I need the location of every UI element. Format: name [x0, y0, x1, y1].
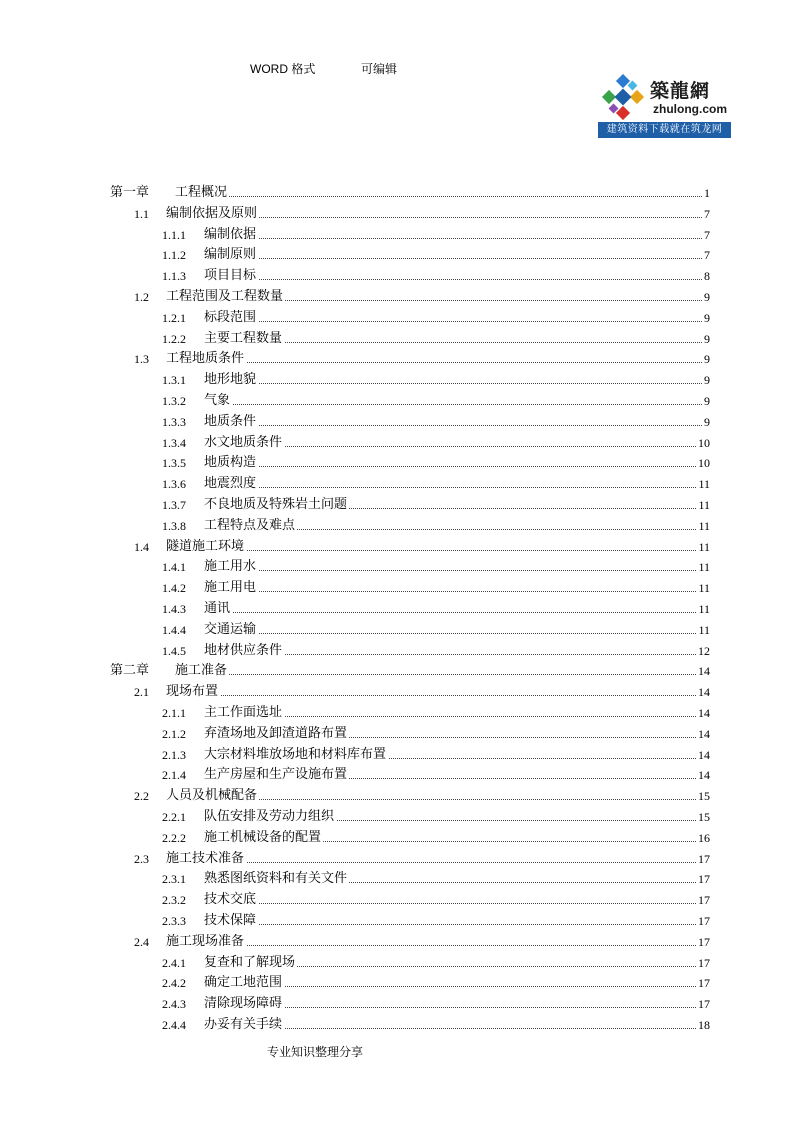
toc-entry-number: 2.1.1	[162, 706, 186, 720]
toc-entry-title: 地质条件	[204, 413, 257, 429]
toc-entry[interactable]	[0, 783, 710, 803]
toc-leader-dots	[166, 550, 710, 551]
toc-leader-dots	[204, 238, 710, 239]
toc-entry-page: 17	[698, 893, 710, 908]
toc-entry-page: 14	[698, 706, 710, 720]
toc-entry-page: 9	[704, 414, 710, 429]
toc-entry-title: 通讯	[204, 601, 231, 616]
toc-entry-number: 1.4.3	[162, 602, 186, 616]
toc-entry-page: 11	[698, 518, 710, 533]
toc-entry-number: 1.3.8	[162, 518, 186, 533]
toc-entry-page: 11	[698, 539, 710, 554]
toc-entry-number: 1.2.1	[162, 310, 186, 325]
toc-entry-title: 技术保障	[204, 913, 257, 928]
toc-entry-title: 水文地质条件	[204, 434, 283, 450]
toc-entry[interactable]	[0, 762, 710, 782]
toc-entry-page: 14	[698, 768, 710, 783]
toc-entry[interactable]	[0, 742, 710, 762]
toc-entry-title: 项目目标	[204, 268, 257, 284]
toc-entry-number: 2.1.2	[162, 726, 186, 741]
toc-entry[interactable]	[0, 201, 710, 221]
toc-entry[interactable]	[0, 908, 710, 928]
toc-entry-page: 11	[698, 622, 710, 637]
zhulong-logo	[598, 72, 731, 138]
toc-leader-dots	[204, 258, 710, 259]
toc-entry-number: 1.3	[134, 352, 149, 367]
toc-entry-page: 17	[698, 997, 710, 1012]
toc-entry-title: 隧道施工环境	[166, 538, 245, 554]
toc-entry-title: 人员及机械配备	[166, 788, 258, 804]
toc-entry-number: 2.4.3	[162, 997, 186, 1012]
toc-leader-dots	[204, 321, 710, 322]
toc-entry[interactable]	[0, 575, 710, 595]
toc-entry-title: 地材供应条件	[204, 642, 283, 658]
footer-text: 专业知识整理分享	[267, 1045, 364, 1059]
toc-entry-page: 9	[704, 373, 710, 388]
toc-entry-title: 复查和了解现场	[204, 954, 296, 970]
toc-entry[interactable]	[0, 700, 710, 720]
toc-entry-title: 编制依据	[204, 226, 257, 242]
toc-entry-title: 地震烈度	[204, 476, 257, 492]
logo-chinese-name: 築龍網	[650, 80, 711, 102]
toc-entry-number: 2.3.3	[162, 914, 186, 928]
toc-entry-number: 2.1	[134, 685, 149, 700]
toc-leader-dots	[204, 633, 710, 634]
toc-entry-page: 9	[704, 331, 710, 346]
toc-entry[interactable]	[0, 180, 710, 200]
toc-entry[interactable]	[0, 534, 710, 554]
toc-entry[interactable]	[0, 991, 710, 1011]
toc-leader-dots	[166, 695, 710, 696]
toc-entry[interactable]	[0, 950, 710, 970]
toc-entry[interactable]	[0, 679, 710, 699]
toc-entry-title: 施工准备	[175, 663, 228, 679]
toc-entry-number: 第一章	[110, 185, 150, 200]
toc-entry-title: 工程概况	[175, 185, 228, 200]
toc-entry[interactable]	[0, 367, 710, 387]
toc-entry[interactable]	[0, 825, 710, 845]
toc-entry-title: 清除现场障碍	[204, 996, 283, 1012]
toc-entry-number: 1.4.5	[162, 643, 186, 658]
toc-entry-number: 1.3.3	[162, 414, 186, 429]
toc-entry-number: 2.3	[134, 851, 149, 866]
toc-entry-number: 1.3.7	[162, 498, 186, 512]
toc-entry-page: 17	[698, 955, 710, 970]
toc-entry-number: 1.4.4	[162, 622, 186, 637]
toc-entry-number: 2.4	[134, 934, 149, 949]
toc-entry-page: 1	[704, 186, 710, 200]
toc-entry-title: 工程范围及工程数量	[166, 289, 284, 304]
toc-entry[interactable]	[0, 513, 710, 533]
toc-entry-page: 11	[698, 560, 710, 575]
toc-entry-title: 施工现场准备	[166, 933, 245, 949]
toc-leader-dots	[204, 612, 710, 613]
toc-entry-page: 11	[698, 581, 710, 596]
toc-entry-page: 16	[698, 830, 710, 845]
toc-entry-page: 15	[698, 810, 710, 824]
toc-entry-page: 17	[698, 976, 710, 991]
toc-entry-title: 确定工地范围	[204, 975, 283, 991]
toc-entry-page: 14	[698, 685, 710, 700]
toc-entry-number: 2.4.2	[162, 976, 186, 991]
toc-entry-number: 1.1.3	[162, 269, 186, 284]
toc-leader-dots	[175, 196, 710, 197]
toc-entry-number: 2.2.1	[162, 810, 186, 824]
toc-entry[interactable]	[0, 970, 710, 990]
toc-entry-title: 编制依据及原则	[166, 205, 258, 221]
toc-entry-page: 9	[704, 290, 710, 304]
header-word-format: WORD 格式	[250, 62, 316, 76]
toc-entry-title: 不良地质及特殊岩土问题	[204, 497, 348, 512]
toc-entry-number: 2.4.4	[162, 1018, 186, 1032]
toc-entry-number: 2.1.4	[162, 768, 186, 783]
toc-entry[interactable]	[0, 596, 710, 616]
logo-slogan: 建筑资料下载就在筑龙网	[598, 122, 731, 138]
toc-entry-number: 1.4.2	[162, 581, 186, 596]
toc-entry-title: 大宗材料堆放场地和材料库布置	[204, 746, 387, 762]
toc-leader-dots	[175, 674, 710, 675]
toc-entry-page: 17	[698, 914, 710, 928]
toc-entry[interactable]	[0, 554, 710, 574]
toc-entry-page: 14	[698, 747, 710, 762]
toc-entry-title: 交通运输	[204, 621, 257, 637]
toc-entry[interactable]	[0, 388, 710, 408]
toc-entry-title: 生产房屋和生产设施布置	[204, 767, 348, 783]
toc-entry-number: 第二章	[110, 663, 150, 679]
toc-entry-number: 1.3.6	[162, 477, 186, 492]
toc-entry-number: 2.1.3	[162, 747, 186, 762]
toc-entry-number: 1.1.2	[162, 248, 186, 263]
toc-leader-dots	[204, 591, 710, 592]
toc-entry-page: 7	[704, 227, 710, 242]
toc-leader-dots	[204, 383, 710, 384]
toc-entry-page: 11	[698, 477, 710, 492]
toc-entry-number: 1.3.2	[162, 394, 186, 408]
toc-entry[interactable]	[0, 430, 710, 450]
toc-entry-title: 办妥有关手续	[204, 1017, 283, 1032]
toc-entry[interactable]	[0, 617, 710, 637]
toc-entry[interactable]	[0, 1012, 710, 1032]
toc-entry-page: 10	[698, 456, 710, 471]
toc-entry[interactable]	[0, 638, 710, 658]
toc-entry[interactable]	[0, 409, 710, 429]
toc-entry-title: 主工作面选址	[204, 705, 283, 720]
toc-entry[interactable]	[0, 658, 710, 678]
toc-entry-page: 15	[698, 789, 710, 804]
toc-leader-dots	[204, 924, 710, 925]
toc-entry[interactable]	[0, 492, 710, 512]
toc-leader-dots	[166, 945, 710, 946]
toc-entry[interactable]	[0, 346, 710, 366]
toc-entry-number: 1.3.1	[162, 373, 186, 388]
toc-entry-page: 17	[698, 872, 710, 887]
toc-entry-page: 14	[698, 726, 710, 741]
toc-entry-page: 8	[704, 269, 710, 284]
toc-entry[interactable]	[0, 866, 710, 886]
toc-entry-title: 队伍安排及劳动力组织	[204, 809, 335, 824]
toc-entry[interactable]	[0, 471, 710, 491]
toc-entry-title: 标段范围	[204, 309, 257, 325]
toc-entry-title: 气象	[204, 393, 231, 408]
toc-entry-title: 地形地貌	[204, 372, 257, 388]
toc-entry[interactable]	[0, 929, 710, 949]
toc-entry-title: 编制原则	[204, 247, 257, 263]
toc-entry-page: 7	[704, 206, 710, 221]
toc-entry-number: 1.2	[134, 290, 149, 304]
toc-entry-page: 9	[704, 310, 710, 325]
toc-leader-dots	[204, 903, 710, 904]
toc-entry-title: 熟悉图纸资料和有关文件	[204, 871, 348, 887]
toc-entry-number: 2.3.2	[162, 893, 186, 908]
toc-entry-title: 工程地质条件	[166, 351, 245, 367]
toc-entry-number: 1.4.1	[162, 560, 186, 575]
toc-entry-number: 1.1.1	[162, 227, 186, 242]
toc-entry[interactable]	[0, 242, 710, 262]
toc-entry-number: 2.3.1	[162, 872, 186, 887]
toc-entry[interactable]	[0, 887, 710, 907]
toc-entry[interactable]	[0, 326, 710, 346]
toc-entry-page: 9	[704, 352, 710, 367]
toc-entry[interactable]	[0, 846, 710, 866]
toc-entry-page: 18	[698, 1018, 710, 1032]
toc-entry-number: 1.3.5	[162, 456, 186, 471]
toc-entry-number: 2.2.2	[162, 830, 186, 845]
toc-entry-page: 17	[698, 851, 710, 866]
toc-entry-number: 1.3.4	[162, 435, 186, 450]
toc-entry-title: 主要工程数量	[204, 330, 283, 346]
toc-entry-title: 技术交底	[204, 892, 257, 908]
toc-entry-page: 12	[698, 643, 710, 658]
toc-entry-title: 工程特点及难点	[204, 517, 296, 533]
zhulong-logo-icon	[600, 74, 646, 120]
toc-entry-page: 7	[704, 248, 710, 263]
toc-entry-title: 施工技术准备	[166, 850, 245, 866]
toc-entry-title: 施工用电	[204, 580, 257, 596]
toc-entry[interactable]	[0, 305, 710, 325]
toc-entry[interactable]	[0, 222, 710, 242]
toc-entry-page: 11	[698, 498, 710, 512]
header-editable: 可编辑	[361, 62, 398, 76]
toc-leader-dots	[166, 862, 710, 863]
toc-entry-page: 17	[698, 934, 710, 949]
toc-leader-dots	[204, 279, 710, 280]
toc-entry-page: 14	[698, 664, 710, 679]
toc-entry[interactable]	[0, 804, 710, 824]
toc-entry-number: 2.2	[134, 789, 149, 804]
toc-entry[interactable]	[0, 263, 710, 283]
toc-entry[interactable]	[0, 450, 710, 470]
toc-leader-dots	[204, 425, 710, 426]
toc-leader-dots	[204, 570, 710, 571]
toc-entry-number: 1.4	[134, 539, 149, 554]
toc-entry-title: 现场布置	[166, 684, 219, 700]
toc-leader-dots	[204, 487, 710, 488]
logo-url: zhulong.com	[653, 102, 727, 116]
toc-entry-number: 1.2.2	[162, 331, 186, 346]
toc-leader-dots	[166, 362, 710, 363]
toc-entry-number: 1.1	[134, 206, 149, 221]
toc-entry-number: 2.4.1	[162, 955, 186, 970]
toc-entry-page: 10	[698, 435, 710, 450]
toc-entry-title: 弃渣场地及卸渣道路布置	[204, 725, 348, 741]
toc-entry[interactable]	[0, 284, 710, 304]
toc-entry-title: 施工用水	[204, 559, 257, 575]
toc-entry-page: 9	[704, 394, 710, 408]
toc-entry-title: 施工机械设备的配置	[204, 829, 322, 845]
toc-leader-dots	[204, 404, 710, 405]
toc-leader-dots	[204, 466, 710, 467]
toc-entry[interactable]	[0, 721, 710, 741]
toc-entry-page: 11	[698, 602, 710, 616]
toc-entry-title: 地质构造	[204, 455, 257, 471]
